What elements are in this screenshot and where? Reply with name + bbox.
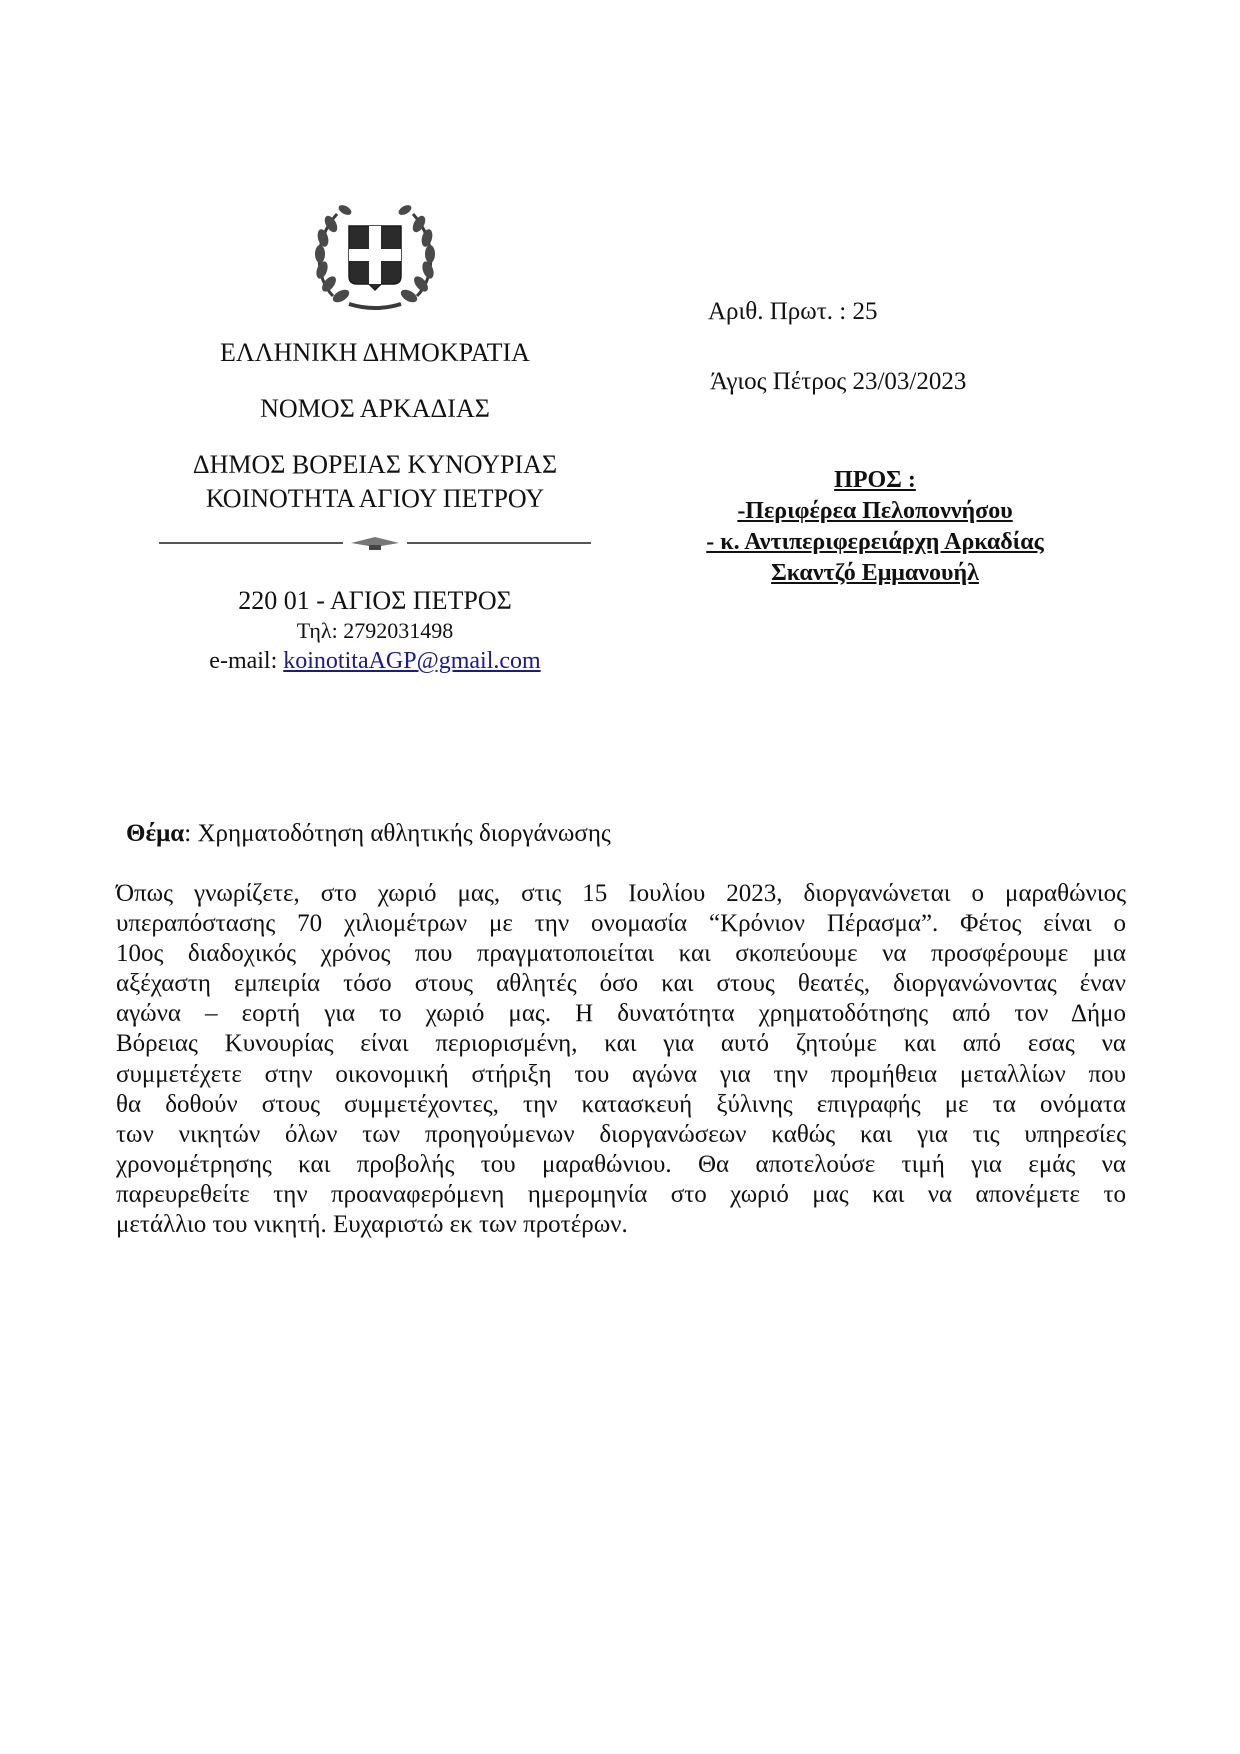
- municipality-name: ΔΗΜΟΣ ΒΟΡΕΙΑΣ ΚΥΝΟΥΡΙΑΣ: [192, 450, 558, 479]
- recipient-item: Σκαντζό Εμμανουήλ: [771, 560, 979, 586]
- body-line: αξέχαστη εμπειρία τόσο στους αθλητές όσο και στους θεατές, διοργανώνοντας έναν: [116, 970, 1126, 998]
- subject-text: : Χρηματοδότηση αθλητικής διοργάνωσης: [184, 820, 611, 847]
- body-line: μετάλλιο του νικητή. Ευχαριστώ εκ των προτέρων.: [116, 1211, 628, 1239]
- country-name: ΕΛΛΗΝΙΚΗ ΔΗΜΟΚΡΑΤΙΑ: [220, 338, 530, 367]
- recipient-item: -Περιφέρεα Πελοποννήσου: [737, 498, 1013, 524]
- phone-number: Τηλ: 2792031498: [296, 618, 454, 643]
- recipient-item: - κ. Αντιπεριφερειάρχη Αρκαδίας: [706, 529, 1044, 555]
- body-line: υπεραπόστασης 70 χιλιομέτρων με την ονομασία “Κρόνιον Πέρασμα”. Φέτος είναι ο: [116, 910, 1126, 938]
- body-line: 10ος διαδοχικός χρόνος που πραγματοποιείται και σκοπεύουμε να προσφέρουμε μια: [116, 940, 1126, 968]
- protocol-number: Αριθ. Πρωτ. : 25: [708, 298, 878, 325]
- email-link[interactable]: koinotitaAGP@gmail.com: [283, 648, 541, 674]
- place-and-date: Άγιος Πέτρος 23/03/2023: [710, 368, 967, 395]
- body-line: χρονομέτρησης και προβολής του μαραθώνιου. Θα αποτελούσε τιμή για εμάς να: [116, 1150, 1126, 1178]
- prefecture-name: ΝΟΜΟΣ ΑΡΚΑΔΙΑΣ: [260, 394, 490, 423]
- body-line: συμμετέχετε στην οικονομική στήριξη του αγώνα για την προμήθεια μεταλλίων που: [116, 1060, 1126, 1088]
- subject-line: [126, 818, 611, 850]
- email-label: e-mail:: [209, 648, 284, 674]
- body-line: αγώνα – εορτή για το χωριό μας. Η δυνατότητα χρηματοδότησης από τον Δήμο: [116, 1000, 1126, 1028]
- letterhead: [140, 200, 610, 676]
- body-line: των νικητών όλων των προηγούμενων διοργανώσεων καθώς και για τις υπηρεσίες: [116, 1120, 1126, 1148]
- body-line: Βόρειας Κυνουρίας είναι περιορισμένη, και για αυτό ζητούμε και από εσας να: [116, 1030, 1126, 1058]
- email-line: [140, 646, 610, 676]
- letter-body: [116, 879, 1126, 1240]
- recipients-block: [640, 465, 1110, 589]
- postal-address: 220 01 - ΑΓΙΟΣ ΠΕΤΡΟΣ: [238, 586, 512, 615]
- body-line: θα δοθούν στους συμμετέχοντες, την κατασκευή ξύλινης επιγραφής με τα ονόματα: [116, 1090, 1126, 1118]
- body-line: Όπως γνωρίζετε, στο χωριό μας, στις 15 Ιουλίου 2023, διοργανώνεται ο μαραθώνιος: [116, 880, 1126, 907]
- ornamental-divider: [155, 534, 595, 552]
- body-line: παρευρεθείτε την προαναφερόμενη ημερομηνία στο χωριό μας και να απονέμετε το: [116, 1180, 1126, 1208]
- community-name: ΚΟΙΝΟΤΗΤΑ ΑΓΙΟΥ ΠΕΤΡΟΥ: [205, 484, 545, 513]
- reference-block: [708, 296, 1128, 398]
- recipients-heading: ΠΡΟΣ :: [834, 467, 916, 493]
- subject-label: Θέμα: [126, 820, 185, 847]
- greek-coat-of-arms-icon: [309, 200, 441, 316]
